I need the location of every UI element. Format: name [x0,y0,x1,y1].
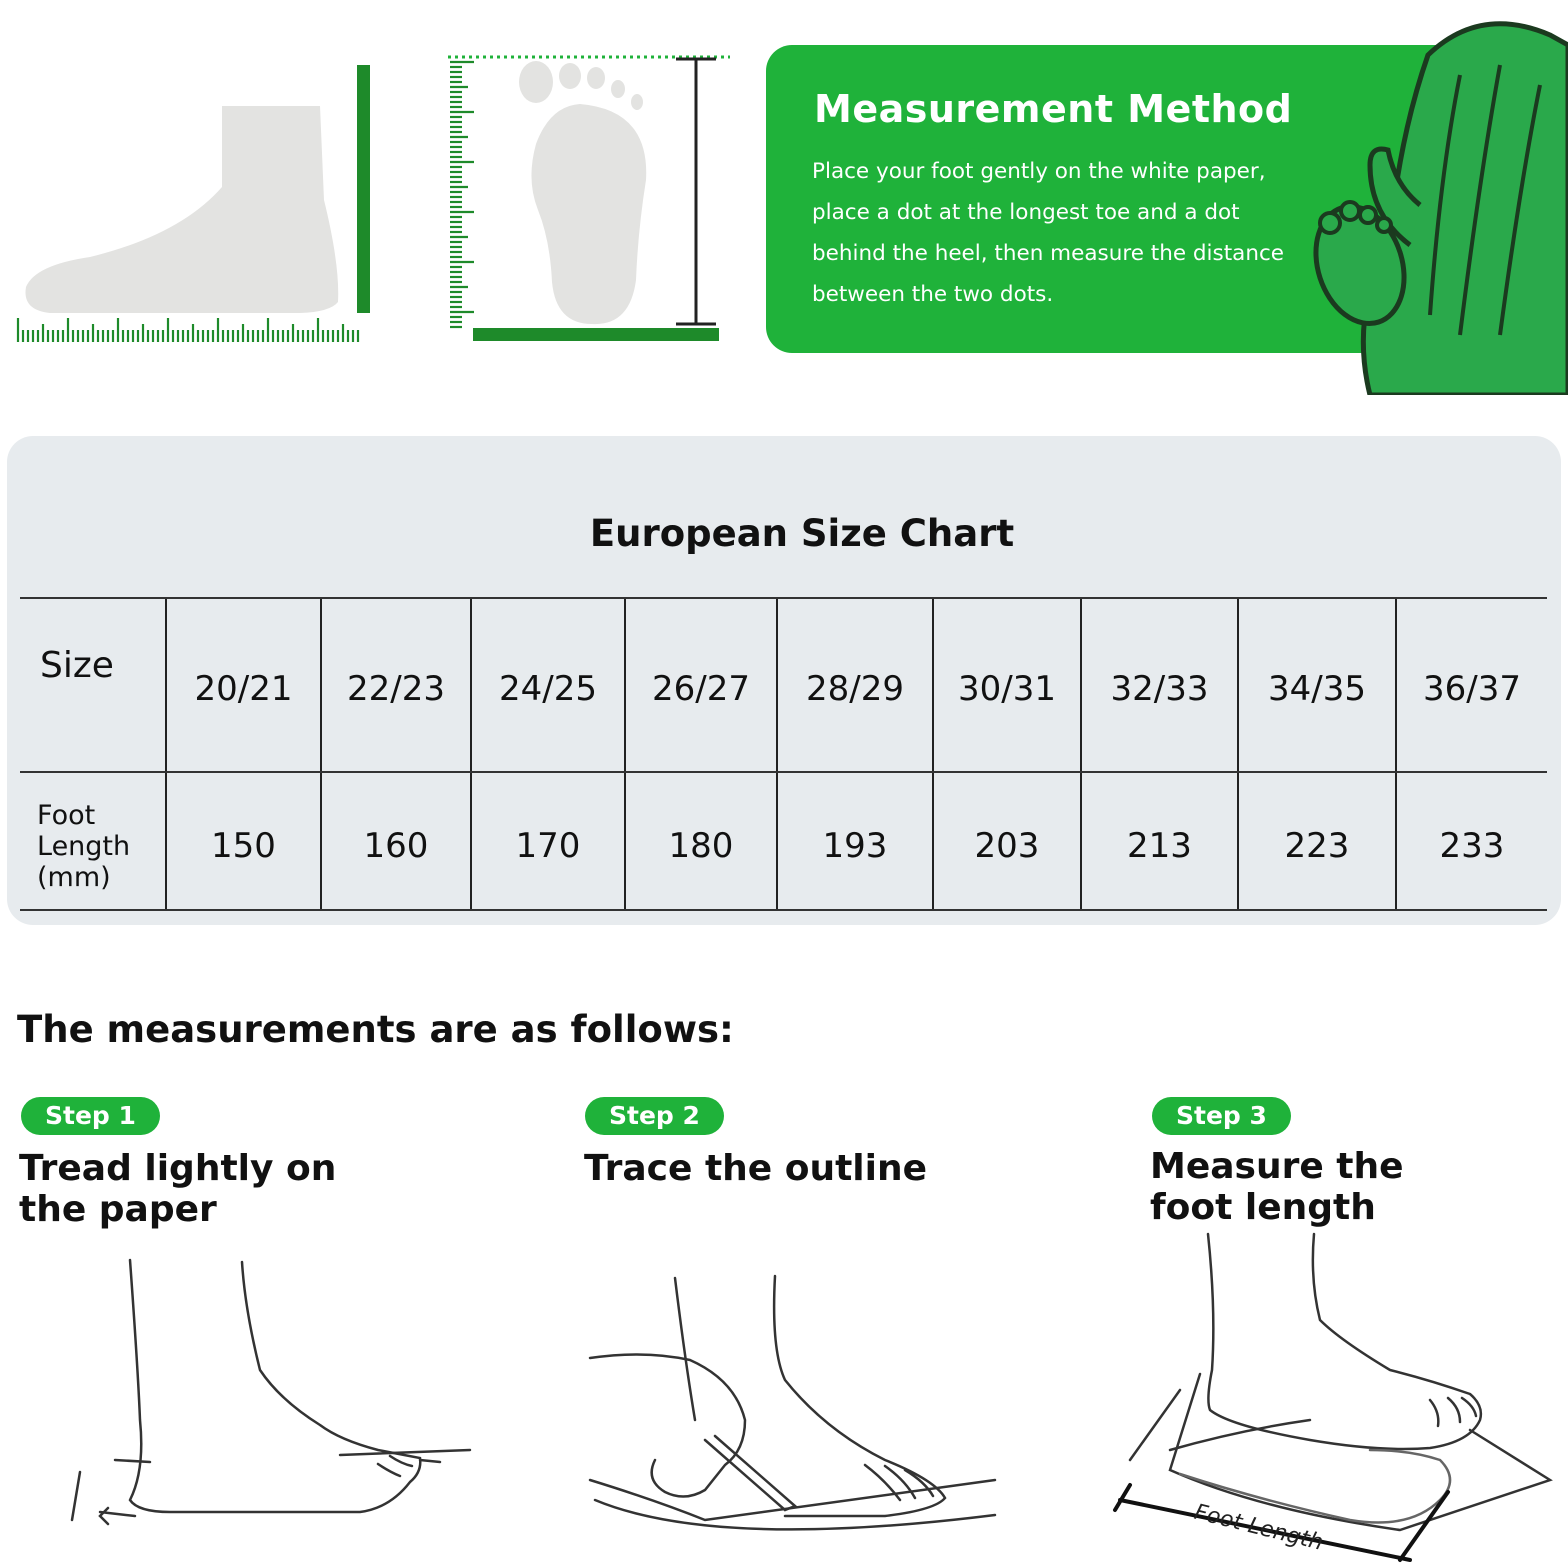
length-cell: 223 [1238,772,1396,910]
length-cell: 170 [471,772,625,910]
step-1-sketch [60,1250,490,1550]
method-description: Place your foot gently on the white paper, place a dot at the longest toe and a dot behind the heel, then measure the distance between the two dots. [812,159,1284,307]
size-table [20,597,1547,911]
step-2-title: Trace the outline [584,1148,928,1189]
size-cell: 22/23 [321,598,471,772]
length-cell: 160 [321,772,471,910]
step-3-sketch [1110,1230,1560,1568]
size-cell: 20/21 [166,598,321,772]
length-cell: 213 [1081,772,1238,910]
cactus-mascot-icon [1310,15,1568,395]
step-3-title: Measure the foot length [1150,1146,1404,1228]
size-chart-title: European Size Chart [589,512,1015,555]
foot-length-label: Foot Length [1191,1499,1326,1556]
size-cell: 32/33 [1081,598,1238,772]
method-title: Measurement Method [814,87,1293,131]
foot-length-row [20,772,1547,910]
length-cell: 180 [625,772,777,910]
foot-length-header: Foot Length (mm) [20,772,166,910]
size-cell: 30/31 [933,598,1081,772]
length-cell: 150 [166,772,321,910]
step-2-badge: Step 2 [585,1097,724,1135]
step-2-sketch [585,1270,1005,1560]
length-cell: 233 [1396,772,1547,910]
size-header: Size [20,598,166,772]
side-foot-ruler-illustration [0,40,380,360]
size-cell: 26/27 [625,598,777,772]
step-1-badge: Step 1 [21,1097,160,1135]
size-chart-panel [7,436,1561,925]
size-cell: 24/25 [471,598,625,772]
size-cell: 36/37 [1396,598,1547,772]
step-3-badge: Step 3 [1152,1097,1291,1135]
step-1-title: Tread lightly on the paper [19,1148,337,1230]
size-cell: 28/29 [777,598,933,772]
top-foot-ruler-illustration [440,40,740,350]
size-row [20,598,1547,772]
steps-heading: The measurements are as follows: [17,1008,734,1051]
size-cell: 34/35 [1238,598,1396,772]
length-cell: 203 [933,772,1081,910]
length-cell: 193 [777,772,933,910]
